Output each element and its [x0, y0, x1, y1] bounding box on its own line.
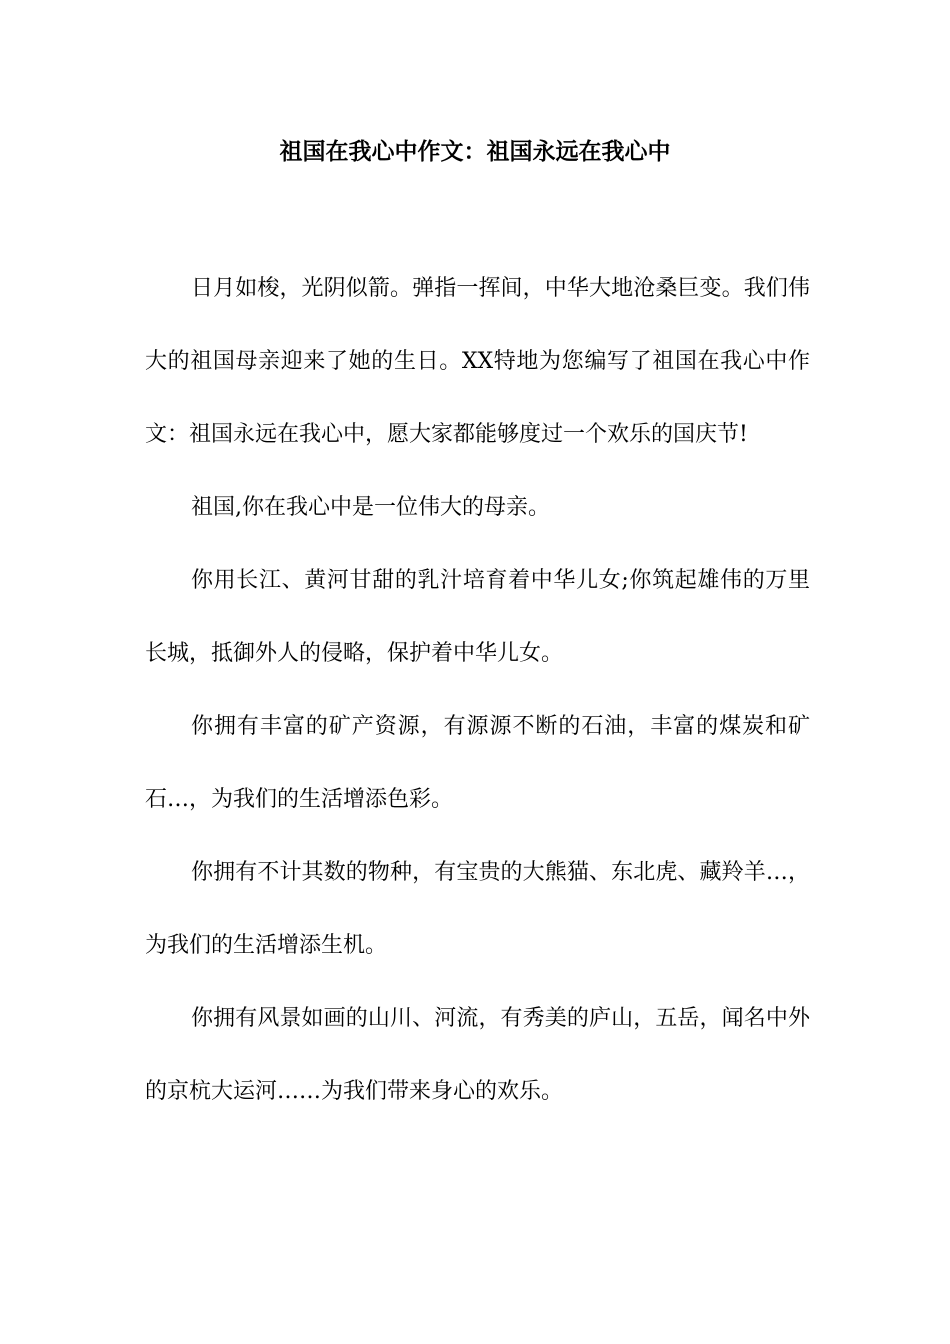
- document-body: [145, 252, 810, 1128]
- paragraph-resources: 你拥有丰富的矿产资源，有源源不断的石油，丰富的煤炭和矿石…，为我们的生活增添色彩。: [145, 714, 810, 812]
- paragraph-mother: 祖国,你在我心中是一位伟大的母亲。: [191, 495, 550, 520]
- paragraph-intro: 日月如梭，光阴似箭。弹指一挥间，中华大地沧桑巨变。我们伟大的祖国母亲迎来了她的生日。XX特地为您编写了祖国在我心中作文：祖国永远在我心中，愿大家都能够度过一个欢乐的国庆节!: [145, 276, 810, 447]
- paragraph-scenery: 你拥有风景如画的山川、河流，有秀美的庐山，五岳，闻名中外的京杭大运河……为我们带来身心的欢乐。: [145, 1006, 810, 1104]
- document-title: 祖国在我心中作文：祖国永远在我心中: [279, 138, 671, 165]
- paragraph-species: 你拥有不计其数的物种，有宝贵的大熊猫、东北虎、藏羚羊…，为我们的生活增添生机。: [145, 860, 810, 958]
- paragraph-rivers: 你用长江、黄河甘甜的乳汁培育着中华儿女;你筑起雄伟的万里长城，抵御外人的侵略，保护着中华儿女。: [145, 568, 810, 666]
